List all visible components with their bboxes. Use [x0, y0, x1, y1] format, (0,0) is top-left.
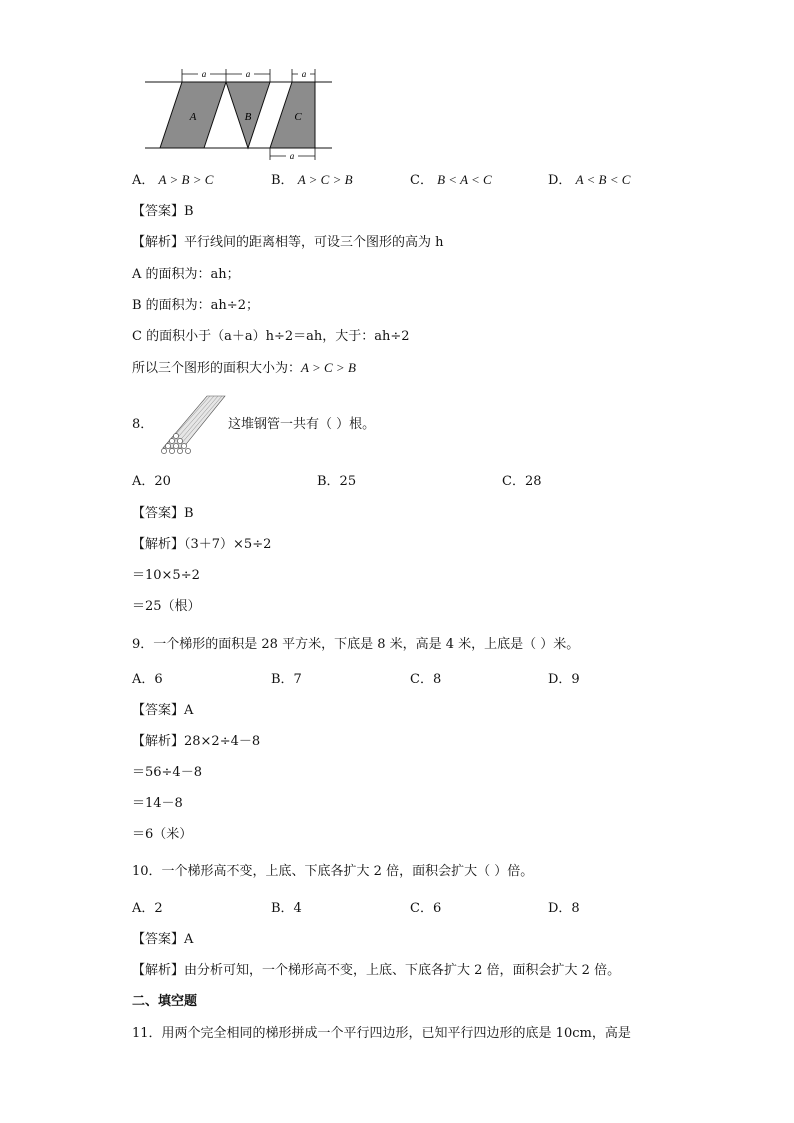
label-a: A [189, 111, 197, 123]
q8-option-c: C．28 [502, 474, 542, 489]
q8-analysis-1: 【解析】（3＋7）×5÷2 [132, 537, 272, 552]
q9-option-b: B．7 [271, 672, 302, 687]
q7-analysis-2: A 的面积为：ah； [132, 267, 240, 282]
q9-option-c: C．8 [410, 672, 442, 687]
q11-question-text: 11．用两个完全相同的梯形拼成一个平行四边形，已知平行四边形的底是 10cm，高是 [132, 1026, 631, 1041]
q7-option-a: A． A > B > C [132, 172, 214, 188]
q9-answer: 【答案】A [132, 703, 194, 718]
q10-option-b: B．4 [271, 901, 302, 916]
dim-label-3: a [301, 69, 307, 79]
q8-analysis-2: ＝10×5÷2 [132, 568, 200, 583]
q8-option-b: B．25 [317, 474, 357, 489]
q7-analysis-5: 所以三个图形的面积大小为：A > C > B [132, 360, 356, 376]
dim-label-1: a [201, 69, 207, 79]
q10-question-text: 10．一个梯形高不变，上底、下底各扩大 2 倍，面积会扩大（ ）倍。 [132, 864, 534, 879]
q9-option-d: D．9 [548, 672, 580, 687]
q7-analysis-3: B 的面积为：ah÷2； [132, 298, 259, 313]
label-c: C [294, 111, 302, 123]
dim-label-4: a [289, 151, 295, 161]
q7-analysis-4: C 的面积小于（a＋a）h÷2＝ah，大于：ah÷2 [132, 329, 410, 344]
q10-analysis: 【解析】由分析可知，一个梯形高不变，上底、下底各扩大 2 倍，面积会扩大 2 倍。 [132, 963, 621, 978]
steel-pipes-image [155, 394, 227, 456]
q9-analysis-4: ＝6（米） [132, 827, 193, 842]
q7-option-c: C． B < A < C [410, 172, 492, 188]
q8-analysis-3: ＝25（根） [132, 599, 201, 614]
shape-c-trapezoid [270, 82, 315, 148]
q10-option-d: D．8 [548, 901, 580, 916]
q9-question-text: 9．一个梯形的面积是 28 平方米，下底是 8 米，高是 4 米，上底是（ ）米。 [132, 637, 580, 652]
q9-analysis-1: 【解析】28×2÷4－8 [132, 734, 261, 749]
q9-analysis-2: ＝56÷4－8 [132, 765, 202, 780]
q8-answer: 【答案】B [132, 506, 194, 521]
q7-option-d: D． A < B < C [548, 172, 631, 188]
dim-label-2: a [245, 69, 251, 79]
q8-number: 8． [132, 417, 154, 432]
q10-option-c: C．6 [410, 901, 442, 916]
q7-option-b: B． A > C > B [271, 172, 353, 188]
q10-answer: 【答案】A [132, 932, 194, 947]
q7-answer: 【答案】B [132, 204, 194, 219]
parallel-lines-figure [140, 64, 340, 164]
q9-option-a: A．6 [132, 672, 163, 687]
q8-question-text: 这堆钢管一共有（ ）根。 [228, 417, 376, 432]
q8-option-a: A．20 [132, 474, 171, 489]
section-title-fill-in: 二、填空题 [132, 994, 198, 1009]
label-b: B [244, 111, 252, 123]
q7-analysis-1: 【解析】平行线间的距离相等，可设三个图形的高为 h [132, 235, 444, 250]
q10-option-a: A．2 [132, 901, 163, 916]
q9-analysis-3: ＝14－8 [132, 796, 183, 811]
q7-conclusion: A > C > B [301, 360, 356, 375]
